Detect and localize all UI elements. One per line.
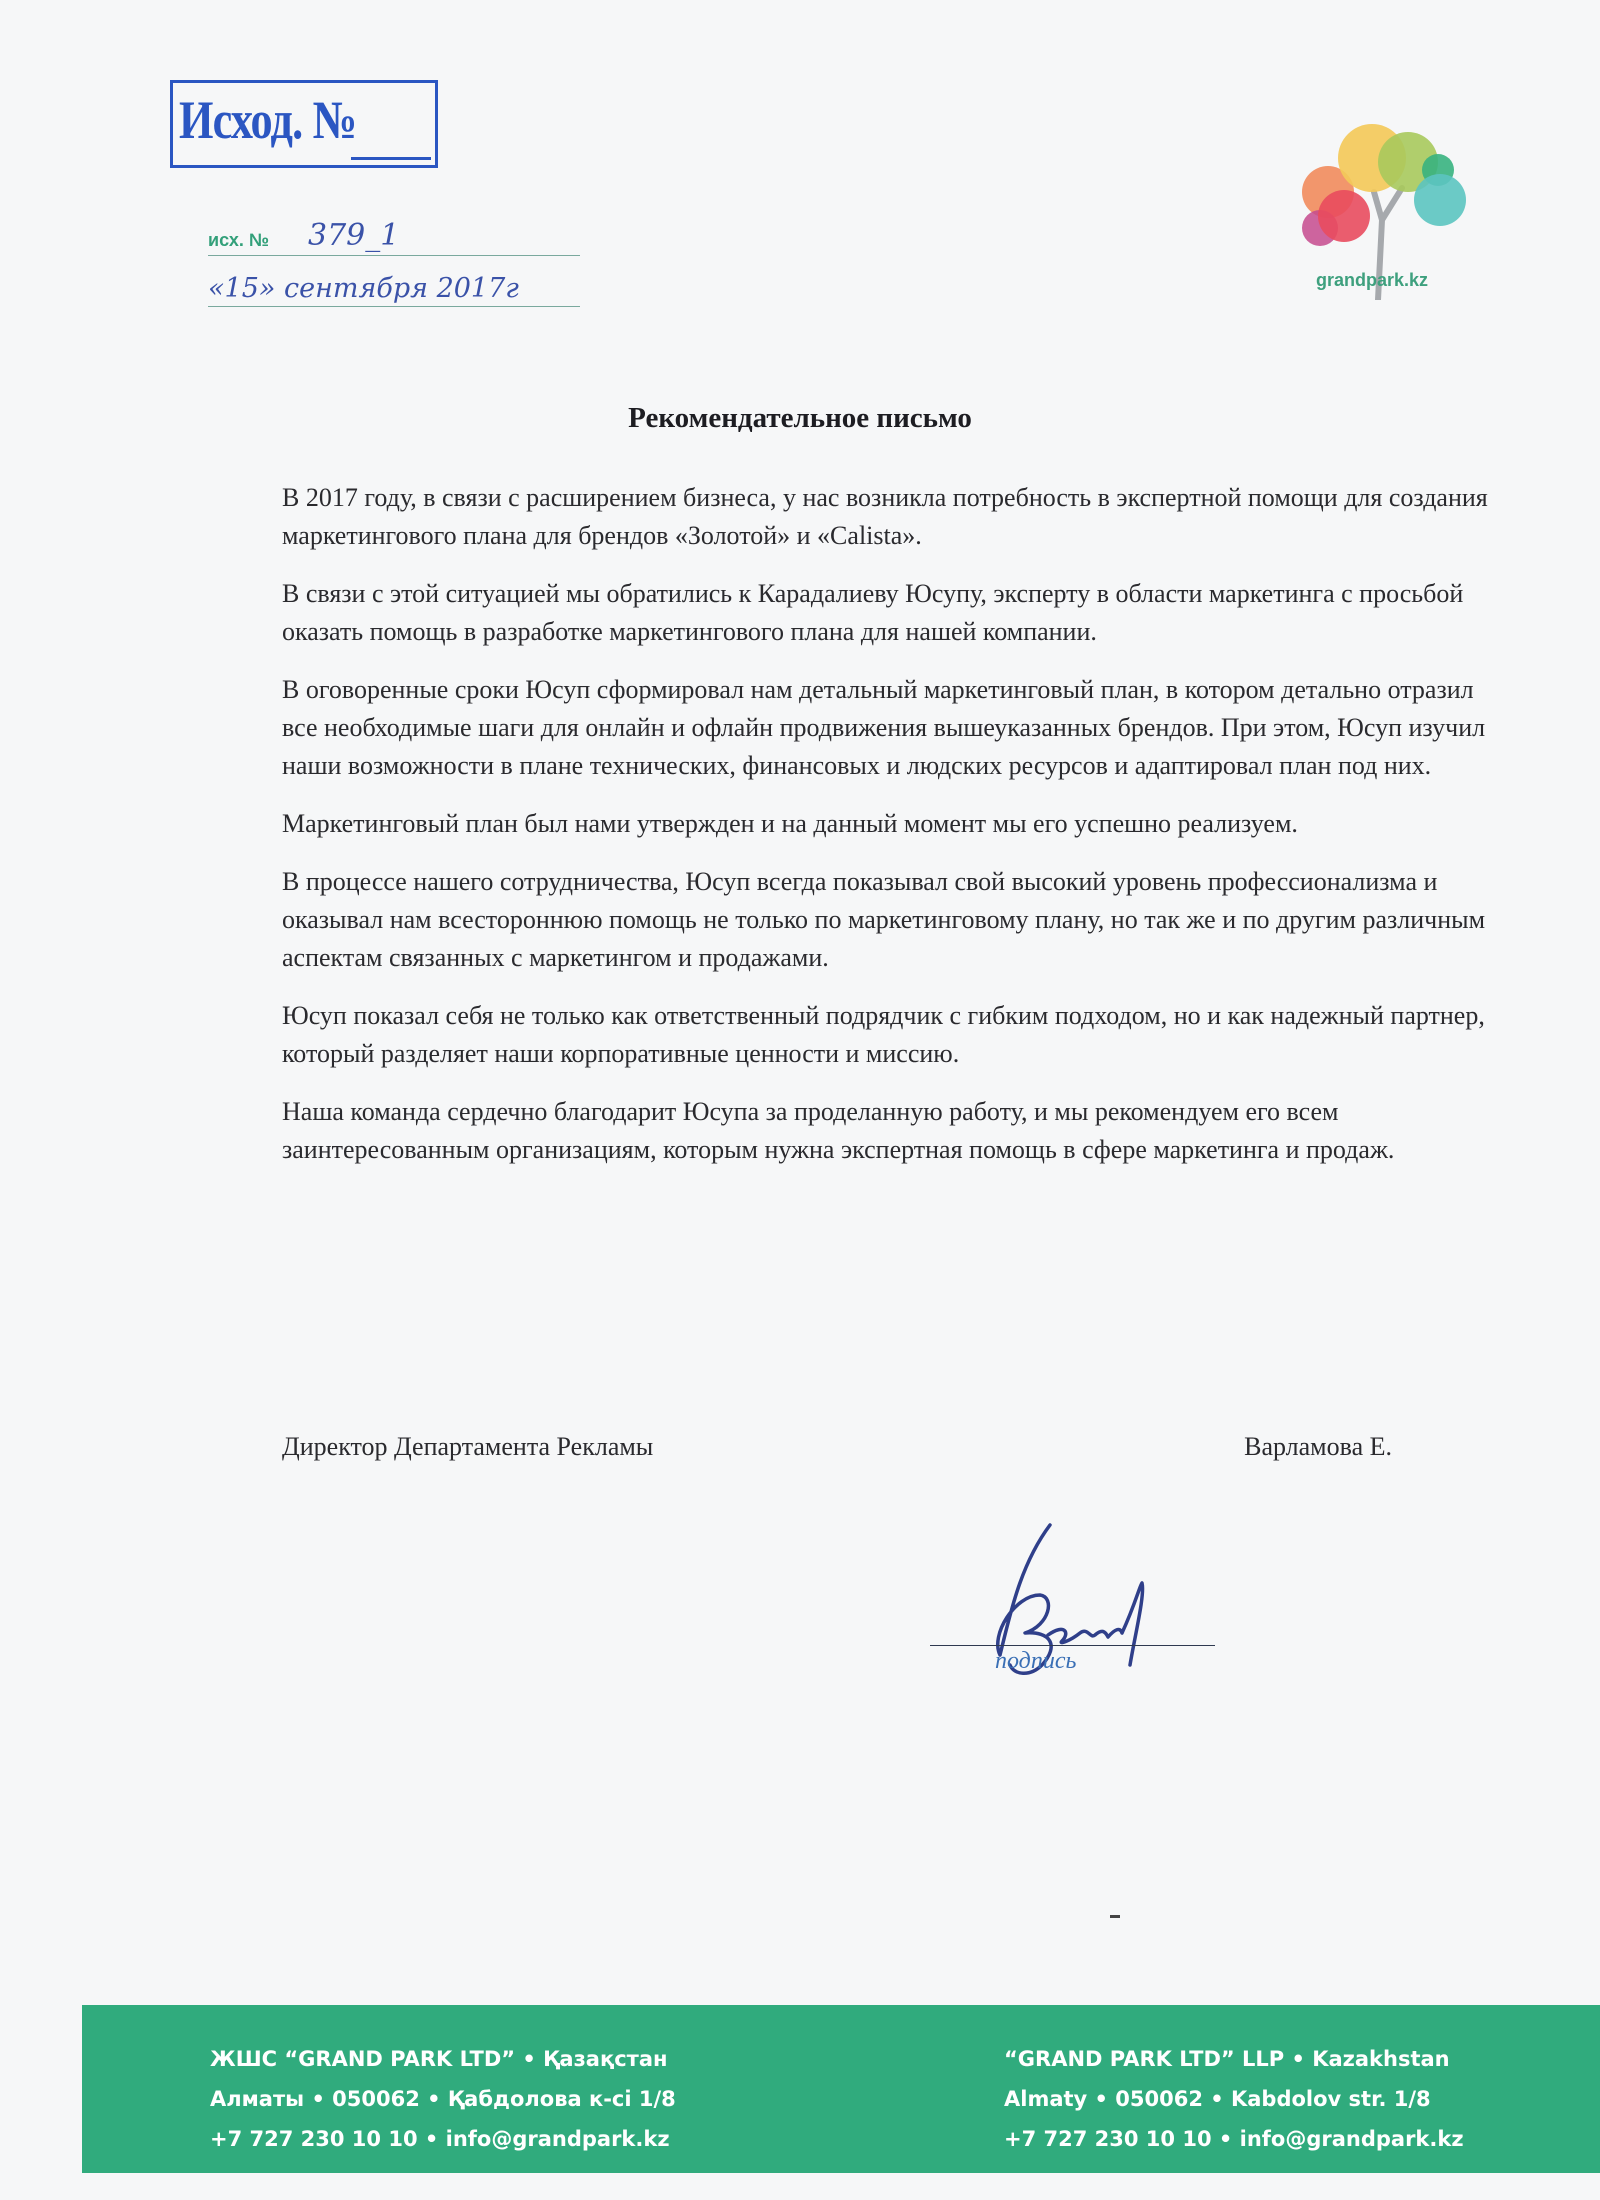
paragraph: Маркетинговый план был нами утвержден и на данный момент мы его успешно реализуем. [282, 809, 1298, 838]
outgoing-number-handwritten: 379_1 [308, 218, 400, 253]
paragraph: Юсуп показал себя не только как ответственный подрядчик с гибким подходом, но и как надежный партнер, который разделяет наши корпоративные ценности и миссию. [282, 1001, 1485, 1068]
paragraph: В связи с этой ситуацией мы обратились к Карадалиеву Юсупу, эксперту в области маркетинга с просьбой оказать помощь в разработке маркетингового плана для нашей компании. [282, 579, 1464, 646]
letter-title: Рекомендательное письмо [628, 402, 972, 434]
paragraph: Наша команда сердечно благодарит Юсупа за проделанную работу, и мы рекомендуем его всем заинтересованным организациям, которым нужна экспертная помощь в сфере маркетинга и продаж. [282, 1097, 1395, 1164]
footer-line: Алматы • 050062 • Қабдолова к-сі 1/8 [210, 2087, 676, 2111]
footer-line: +7 727 230 10 10 • info@grandpark.kz [210, 2127, 670, 2151]
footer-line: Almaty • 050062 • Kabdolov str. 1/8 [1004, 2087, 1431, 2111]
footer-line: “GRAND PARK LTD” LLP • Kazakhstan [1004, 2047, 1450, 2071]
footer-line: +7 727 230 10 10 • info@grandpark.kz [1004, 2127, 1464, 2151]
stamp-blank-line [351, 157, 431, 160]
signatory-name: Варламова Е. [1244, 1432, 1392, 1461]
page-mark [1110, 1915, 1120, 1918]
letter-body [282, 479, 1512, 1189]
paragraph: В процессе нашего сотрудничества, Юсуп всегда показывал свой высокий уровень профессионализма и оказывал нам всестороннюю помощь не только по маркетинговому плану, но так же и по другим различным аспектам связанных с маркетингом и продажами. [282, 867, 1486, 972]
footer-line: ЖШС “GRAND PARK LTD” • Қазақстан [210, 2047, 668, 2071]
outgoing-stamp [170, 80, 438, 168]
outgoing-date-handwritten: «15» сентября 2017г [208, 273, 519, 304]
handwritten-signature [930, 1505, 1230, 1695]
signatory-role: Директор Департамента Рекламы [282, 1432, 654, 1461]
footer-address-english [1004, 2039, 1464, 2159]
stamp-text: Исход. № [179, 90, 357, 150]
paragraph: В оговоренные сроки Юсуп сформировал нам детальный маркетинговый план, в котором детально отразил все необходимые шаги для онлайн и офлайн продвижения вышеуказанных брендов. При этом, Юсуп изучил наши возможности в плане технических, финансовых и людских ресурсов и адаптировал план под них. [282, 675, 1486, 780]
outgoing-number-label: исх. № [208, 230, 269, 250]
outgoing-date-row [208, 256, 580, 307]
paragraph: В 2017 году, в связи с расширением бизнеса, у нас возникла потребность в экспертной помощи для создания маркетингового плана для брендов «Золотой» и «Calista». [282, 483, 1488, 550]
signature-caption: подпись [995, 1648, 1077, 1674]
footer-address-kazakh [210, 2039, 676, 2159]
outgoing-number-block [208, 205, 580, 307]
signature-line [930, 1645, 1215, 1646]
outgoing-number-row [208, 205, 580, 256]
logo-wordmark: grandpark.kz [1316, 270, 1429, 290]
footer-bar [82, 2005, 1600, 2173]
